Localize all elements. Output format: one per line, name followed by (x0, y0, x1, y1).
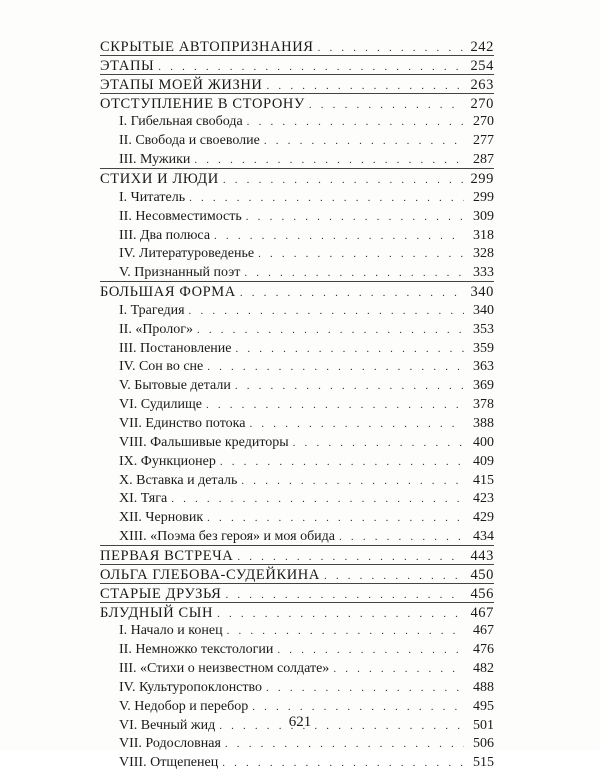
toc-entry-page-number: 423 (473, 491, 494, 507)
toc-dot-leader (264, 132, 464, 150)
toc-subsection-entry (119, 754, 494, 772)
toc-dot-leader (227, 622, 464, 640)
toc-dot-leader (220, 453, 464, 471)
toc-entry-title: II. Свобода и своеволие (119, 133, 260, 149)
toc-entry-page-number: 429 (473, 510, 494, 526)
toc-subsection-entry (119, 434, 494, 452)
toc-entry-title: VIII. Отщепенец (119, 755, 219, 771)
toc-dot-leader (225, 735, 464, 753)
toc-entry-page-number: 363 (473, 359, 494, 375)
toc-entry-title: VII. Родословная (119, 736, 221, 752)
toc-entry-title: ОТСТУПЛЕНИЕ В СТОРОНУ (100, 95, 305, 112)
section-divider (100, 583, 494, 584)
toc-dot-leader (293, 434, 464, 452)
toc-entry-title: II. «Пролог» (119, 321, 193, 337)
toc-entry-page-number: 501 (473, 717, 494, 733)
toc-subsection-entry (119, 208, 494, 226)
toc-subsection-entry (119, 528, 494, 546)
toc-subsection-entry (119, 396, 494, 414)
toc-entry-page-number: 328 (473, 246, 494, 262)
toc-section-entry (100, 283, 494, 301)
toc-entry-title: IV. Литературоведенье (119, 246, 255, 262)
toc-section-entry (100, 95, 494, 113)
toc-entry-title: XI. Тяга (119, 491, 168, 507)
toc-dot-leader (189, 189, 464, 207)
toc-entry-page-number: 488 (473, 679, 494, 695)
toc-subsection-entry (119, 321, 494, 339)
toc-entry-title: IX. Функционер (119, 453, 216, 469)
toc-entry-title: ЭТАПЫ МОЕЙ ЖИЗНИ (100, 76, 263, 93)
toc-entry-page-number: 443 (470, 547, 494, 564)
section-divider (100, 564, 494, 565)
toc-entry-page-number: 476 (473, 642, 494, 658)
toc-dot-leader (309, 96, 464, 114)
toc-entry-page-number: 318 (473, 227, 494, 243)
toc-dot-leader (197, 321, 464, 339)
toc-dot-leader (250, 415, 465, 433)
toc-entry-page-number: 309 (473, 208, 494, 224)
toc-entry-page-number: 456 (470, 585, 494, 602)
toc-subsection-entry (119, 264, 494, 282)
toc-entry-page-number: 254 (470, 57, 494, 74)
toc-entry-title: VI. Вечный жид (119, 717, 216, 733)
toc-entry-page-number: 450 (470, 566, 494, 583)
toc-dot-leader (277, 641, 464, 659)
toc-dot-leader (244, 264, 464, 282)
toc-dot-leader (217, 605, 464, 623)
toc-entry-title: III. Мужики (119, 152, 191, 168)
toc-entry-title: I. Трагедия (119, 302, 185, 318)
toc-entry-page-number: 495 (473, 698, 494, 714)
toc-entry-title: II. Несовместимость (119, 208, 242, 224)
toc-subsection-entry (119, 490, 494, 508)
toc-dot-leader (207, 509, 464, 527)
toc-entry-title: XII. Черновик (119, 510, 204, 526)
toc-entry-title: ЭТАПЫ (100, 57, 155, 74)
toc-subsection-entry (119, 660, 494, 678)
section-divider (100, 545, 494, 546)
page-number: 621 (288, 714, 312, 730)
toc-dot-leader (171, 490, 464, 508)
toc-entry-page-number: 359 (473, 340, 494, 356)
toc-entry-title: I. Читатель (119, 189, 186, 205)
toc-dot-leader (194, 151, 464, 169)
toc-entry-page-number: 263 (470, 76, 494, 93)
toc-entry-title: ОЛЬГА ГЛЕБОВА-СУДЕЙКИНА (100, 566, 320, 583)
toc-entry-title: V. Бытовые детали (119, 378, 231, 394)
toc-dot-leader (214, 227, 464, 245)
toc-section-entry (100, 604, 494, 622)
section-divider (100, 168, 494, 169)
toc-subsection-entry (119, 453, 494, 471)
toc-entry-title: III. Постановление (119, 340, 232, 356)
toc-subsection-entry (119, 509, 494, 527)
toc-dot-leader (235, 377, 464, 395)
toc-subsection-entry (119, 151, 494, 169)
section-divider (100, 74, 494, 75)
toc-entry-title: VI. Судилище (119, 397, 202, 413)
toc-entry-title: III. «Стихи о неизвестном солдате» (119, 661, 330, 677)
toc-entry-title: ПЕРВАЯ ВСТРЕЧА (100, 547, 234, 564)
toc-dot-leader (207, 358, 464, 376)
toc-dot-leader (241, 472, 464, 490)
toc-entry-title: XIII. «Поэма без героя» и моя обида (119, 529, 336, 545)
toc-entry-title: IV. Культуропоклонство (119, 679, 263, 695)
toc-entry-title: V. Недобор и перебор (119, 698, 249, 714)
toc-dot-leader (206, 396, 464, 414)
toc-dot-leader (240, 284, 464, 302)
toc-entry-title: X. Вставка и деталь (119, 472, 238, 488)
toc-entry-page-number: 299 (473, 189, 494, 205)
section-divider (100, 602, 494, 603)
toc-entry-page-number: 340 (470, 284, 494, 301)
toc-entry-page-number: 270 (470, 95, 494, 112)
toc-entry-page-number: 277 (473, 133, 494, 149)
toc-entry-title: VIII. Фальшивые кредиторы (119, 434, 289, 450)
toc-section-entry (100, 38, 494, 56)
toc-entry-page-number: 482 (473, 661, 494, 677)
toc-dot-leader (258, 245, 464, 263)
toc-subsection-entry (119, 641, 494, 659)
toc-dot-leader (235, 340, 464, 358)
toc-subsection-entry (119, 132, 494, 150)
toc-entry-page-number: 467 (470, 604, 494, 621)
toc-entry-page-number: 270 (473, 114, 494, 130)
toc-entry-title: II. Немножко текстологии (119, 642, 274, 658)
toc-entry-page-number: 434 (473, 529, 494, 545)
section-divider (100, 93, 494, 94)
toc-entry-page-number: 299 (470, 170, 494, 187)
toc-section-entry (100, 585, 494, 603)
toc-entry-page-number: 287 (473, 152, 494, 168)
toc-subsection-entry (119, 735, 494, 753)
toc-dot-leader (189, 302, 464, 320)
toc-section-entry (100, 566, 494, 584)
toc-entry-page-number: 506 (473, 736, 494, 752)
toc-entry-page-number: 369 (473, 378, 494, 394)
toc-entry-page-number: 415 (473, 472, 494, 488)
section-divider (100, 55, 494, 56)
section-divider (100, 281, 494, 282)
toc-dot-leader (247, 113, 464, 131)
toc-section-entry (100, 170, 494, 188)
toc-section-entry (100, 57, 494, 75)
toc-subsection-entry (119, 377, 494, 395)
toc-subsection-entry (119, 227, 494, 245)
toc-subsection-entry (119, 302, 494, 320)
toc-dot-leader (339, 528, 464, 546)
toc-dot-leader (333, 660, 464, 678)
toc-subsection-entry (119, 113, 494, 131)
toc-entry-title: IV. Сон во сне (119, 359, 204, 375)
toc-dot-leader (246, 208, 464, 226)
toc-entry-title: СТАРЫЕ ДРУЗЬЯ (100, 585, 222, 602)
toc-entry-page-number: 340 (473, 302, 494, 318)
toc-entry-page-number: 353 (473, 321, 494, 337)
toc-entry-title: I. Гибельная свобода (119, 114, 243, 130)
toc-section-entry (100, 547, 494, 565)
toc-entry-page-number: 400 (473, 434, 494, 450)
toc-section-entry (100, 76, 494, 94)
toc-entry-title: III. Два полюса (119, 227, 211, 243)
toc-entry-title: БЛУДНЫЙ СЫН (100, 604, 214, 621)
toc-entry-title: VII. Единство потока (119, 416, 246, 431)
toc-entry-title: СТИХИ И ЛЮДИ (100, 170, 219, 187)
toc-dot-leader (266, 679, 464, 697)
toc-entry-page-number: 378 (473, 397, 494, 413)
toc-dot-leader (222, 754, 464, 772)
toc-subsection-entry (119, 245, 494, 263)
toc-entry-page-number: 242 (470, 39, 494, 55)
toc-entry-page-number: 515 (473, 755, 494, 771)
toc-entry-title: СКРЫТЫЕ АВТОПРИЗНАНИЯ (100, 39, 314, 55)
toc-subsection-entry (119, 340, 494, 358)
toc-subsection-entry (119, 472, 494, 490)
toc-entry-title: I. Начало и конец (119, 623, 223, 639)
toc-subsection-entry (119, 679, 494, 697)
toc-entry-page-number: 388 (473, 416, 494, 431)
toc-entry-page-number: 467 (473, 623, 494, 639)
toc-entry-page-number: 333 (473, 265, 494, 281)
toc-subsection-entry (119, 189, 494, 207)
toc-subsection-entry (119, 415, 494, 433)
toc-subsection-entry (119, 358, 494, 376)
toc-entry-title: V. Признанный поэт (119, 265, 241, 281)
toc-entry-title: БОЛЬШАЯ ФОРМА (100, 284, 236, 301)
toc-subsection-entry (119, 622, 494, 640)
toc-entry-page-number: 409 (473, 453, 494, 469)
toc-dot-leader (223, 171, 464, 189)
